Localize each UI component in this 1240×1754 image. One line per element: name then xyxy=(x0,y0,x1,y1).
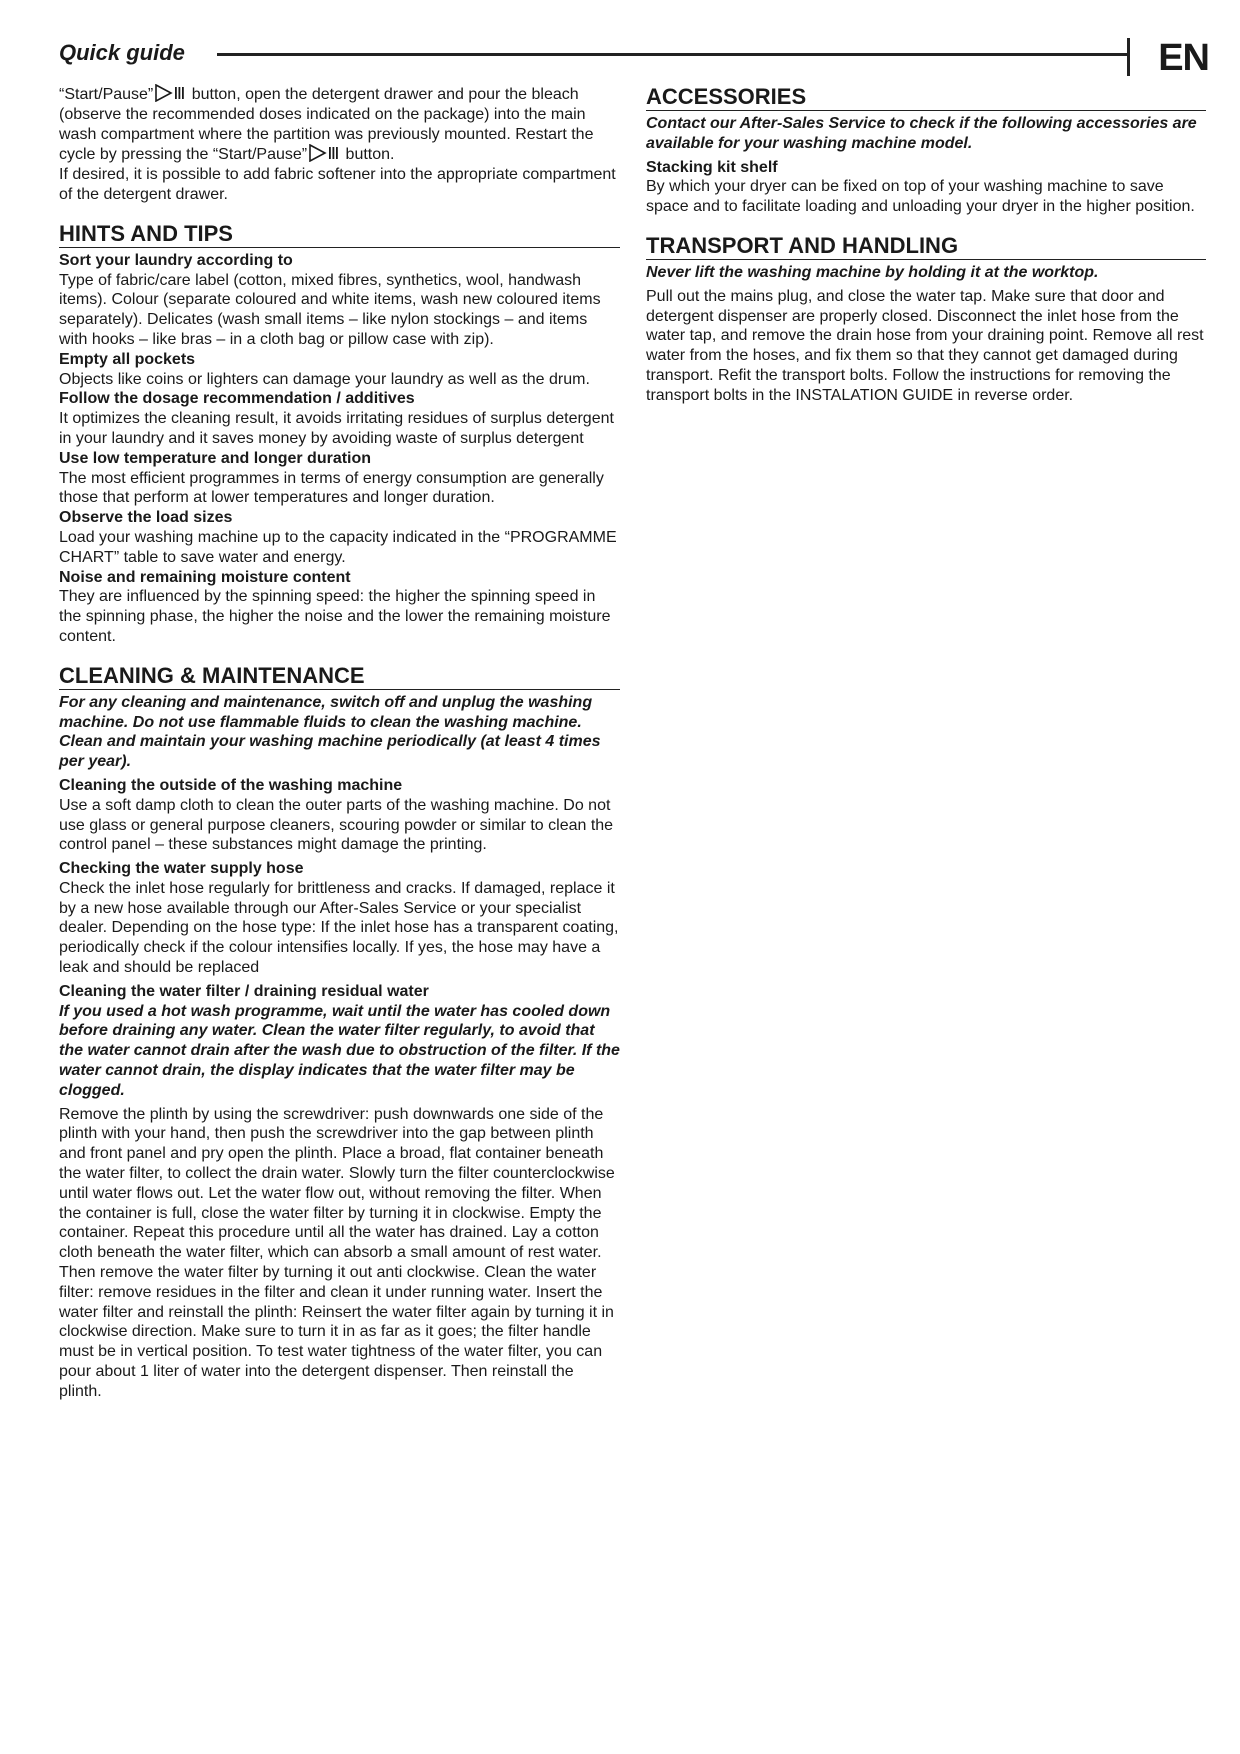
transport-warning: Never lift the washing machine by holding it at the worktop. xyxy=(646,263,1099,281)
right-column xyxy=(646,84,1206,406)
start-pause-icon xyxy=(308,144,340,162)
page-header xyxy=(59,38,1209,78)
header-rule xyxy=(217,53,1129,56)
hint-heading: Use low temperature and longer duration xyxy=(59,449,372,467)
hints-heading: HINTS AND TIPS xyxy=(59,221,620,248)
accessories-heading: ACCESSORIES xyxy=(646,84,1206,111)
hose-check-text: Check the inlet hose regularly for brittleness and cracks. If damaged, replace it by a new hose available through our After-Sales Service or your specialist dealer. Depending on the hose type: If the inlet hose has a transparent coating, periodically check if the colour intensifies locally. If yes, the hose may have a leak and should be replaced xyxy=(59,879,619,977)
cleaning-heading: CLEANING & MAINTENANCE xyxy=(59,663,620,690)
left-column xyxy=(59,84,620,1402)
hint-text: It optimizes the cleaning result, it avoids irritating residues of surplus detergent in your laundry and it saves money by avoiding waste of surplus detergent xyxy=(59,410,614,447)
filter-cleaning-text: Remove the plinth by using the screwdriver: push downwards one side of the plinth with your hand, then push the screwdriver into the gap between plinth and front panel and pry open the plinth. Place a broad, flat container beneath the water filter, to collect the drain water. Slowly turn the filter counterclockwise until water flows out. Let the water flow out, without removing the filter. When the container is full, close the water filter by turning it in clockwise. Empty the container. Repeat this procedure until all the water has drained. Lay a cotton cloth beneath the water filter, which can absorb a small amount of rest water. Then remove the water filter by turning it out anti clockwise. Clean the water filter: remove residues in the filter and clean it under running water. Insert the water filter and reinstall the plinth: Reinsert the water filter again by turning it in clockwise direction. Make sure to turn it in as far as it goes; the filter handle must be in vertical position. To test water tightness of the water filter, you can pour about 1 liter of water into the detergent dispenser. Then reinstall the plinth. xyxy=(59,1105,615,1400)
hint-text: Type of fabric/care label (cotton, mixed fibres, synthetics, wool, handwash items). Colour (separate coloured and white items, wash new coloured items separately). Delicates (wash small items – like nylon stockings – and items with hooks – like bras – in a cloth bag or pillow case with zip). xyxy=(59,271,601,348)
stacking-kit-text: By which your dryer can be fixed on top of your washing machine to save space and to facilitate loading and unloading your dryer in the higher position. xyxy=(646,178,1195,216)
transport-heading: TRANSPORT AND HANDLING xyxy=(646,233,1206,260)
hint-text: Load your washing machine up to the capacity indicated in the “PROGRAMME CHART” table to save water and energy. xyxy=(59,528,617,566)
stacking-kit-heading: Stacking kit shelf xyxy=(646,158,778,176)
intro-softener-text: If desired, it is possible to add fabric softener into the appropriate compartment of the detergent drawer. xyxy=(59,166,616,203)
hint-text: They are influenced by the spinning speed: the higher the spinning speed in the spinning phase, the higher the noise and the lower the remaining moisture content. xyxy=(59,588,611,645)
header-divider xyxy=(1127,38,1130,76)
hint-heading: Follow the dosage recommendation / additives xyxy=(59,390,415,408)
hint-heading: Observe the load sizes xyxy=(59,509,233,527)
hint-text: Objects like coins or lighters can damage your laundry as well as the drum. xyxy=(59,370,590,388)
start-pause-icon xyxy=(154,84,186,102)
filter-warning: If you used a hot wash programme, wait until the water has cooled down before draining any water. Clean the water filter regularly, to avoid that the water cannot drain after the wash due to obstruction of the filter. If the water cannot drain, the display indicates that the water filter may be clogged. xyxy=(59,1002,620,1099)
hint-text: The most efficient programmes in terms of energy consumption are generally those that perform at lower temperatures and longer duration. xyxy=(59,469,604,507)
outside-cleaning-heading: Cleaning the outside of the washing machine xyxy=(59,776,403,794)
filter-cleaning-heading: Cleaning the water filter / draining residual water xyxy=(59,982,429,1000)
transport-text: Pull out the mains plug, and close the water tap. Make sure that door and detergent dispenser are properly closed. Disconnect the inlet hose from the water tap, and remove the drain hose from your draining point. Remove all rest water from the hoses, and fix them so that they cannot get damaged during transport. Refit the transport bolts. Follow the instructions for removing the transport bolts in the INSTALATION GUIDE in reverse order. xyxy=(646,287,1204,404)
hint-heading: Empty all pockets xyxy=(59,350,196,368)
intro-paragraph: “Start/Pause” button, open the detergent drawer and pour the bleach (observe the recommended doses indicated on the package) into the main wash compartment where the partition was previously mounted. Restart the cycle by pressing the “Start/Pause” button. xyxy=(59,86,594,164)
accessories-intro: Contact our After-Sales Service to check if the following accessories are available for your washing machine model. xyxy=(646,115,1197,152)
hint-heading: Noise and remaining moisture content xyxy=(59,568,351,586)
language-code: EN xyxy=(1158,37,1209,79)
page-title: Quick guide xyxy=(59,40,185,65)
hint-heading: Sort your laundry according to xyxy=(59,251,293,269)
cleaning-warning: For any cleaning and maintenance, switch off and unplug the washing machine. Do not use flammable fluids to clean the washing machine. Clean and maintain your washing machine periodically (at least 4 times per year). xyxy=(59,693,601,771)
hose-check-heading: Checking the water supply hose xyxy=(59,860,304,878)
outside-cleaning-text: Use a soft damp cloth to clean the outer parts of the washing machine. Do not use glass or general purpose cleaners, scouring powder or similar to clean the control panel – these substances might damage the printing. xyxy=(59,796,614,854)
